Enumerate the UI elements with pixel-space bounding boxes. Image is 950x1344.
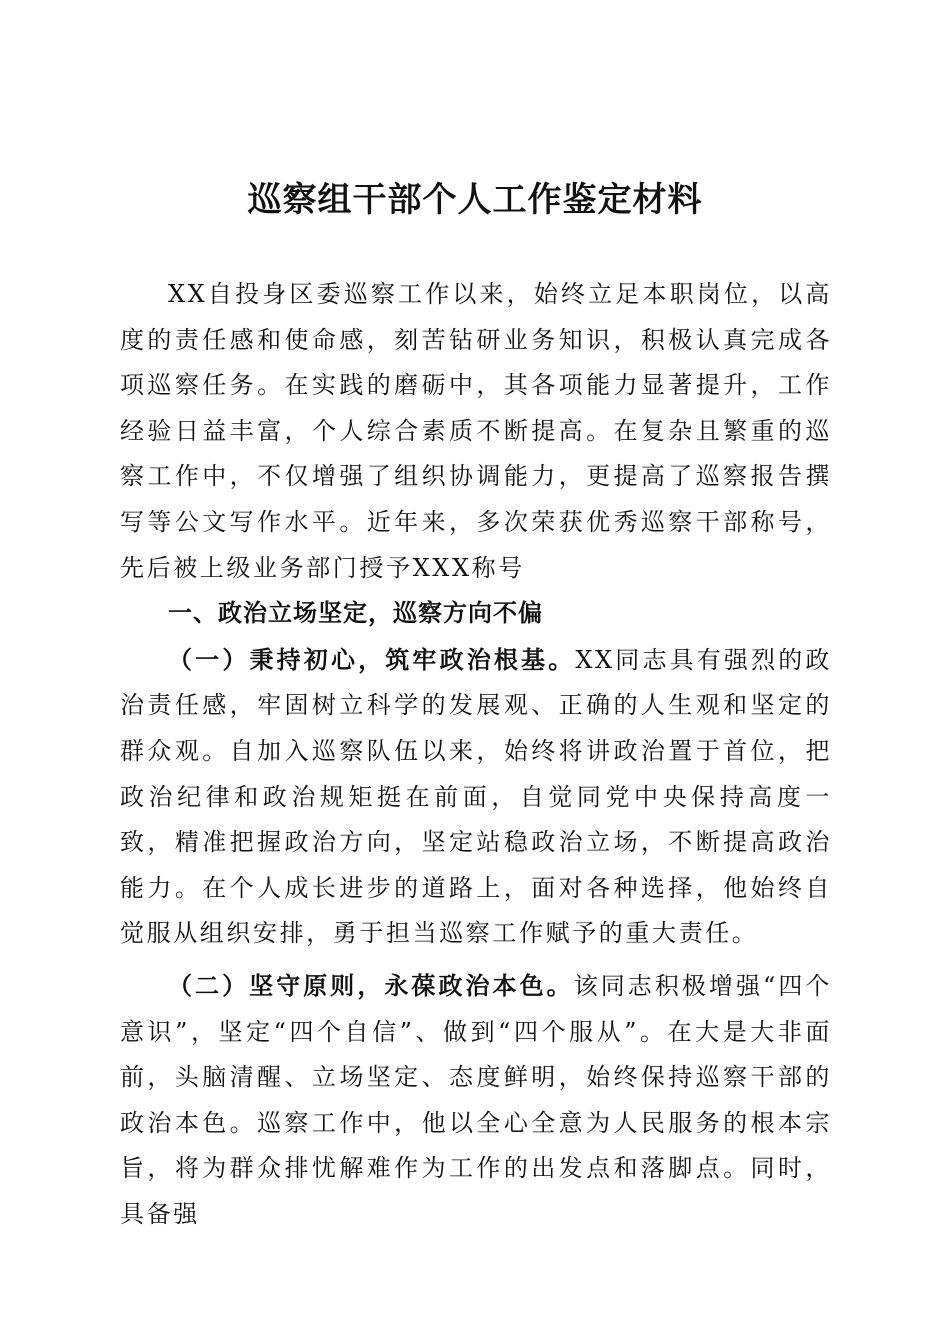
section-heading: 一、政治立场坚定，巡察方向不偏 bbox=[168, 599, 543, 628]
item-text: 该同志积极增强“四个意识”，坚定“四个自信”、做到“四个服从”。在大是大非面前，头脑清醒、立场坚定、态度鲜明，始终保持巡察干部的政治本色。巡察工作中，他以全心全意为人民服务的根本宗旨，将为群众排忧解难作为工作的出发点和落脚点。同时，具备强 bbox=[120, 971, 832, 1228]
document-title: 巡察组干部个人工作鉴定材料 bbox=[247, 180, 703, 220]
document-body bbox=[120, 272, 832, 1237]
item-lead: （一）秉持初心，筑牢政治根基。 bbox=[168, 644, 576, 674]
section-item-paragraph bbox=[120, 637, 832, 957]
item-lead: （二）坚守原则，永葆政治本色。 bbox=[168, 970, 574, 1000]
intro-paragraph: XX自投身区委巡察工作以来，始终立足本职岗位，以高度的责任感和使命感，刻苦钻研业务知识，积极认真完成各项巡察任务。在实践的磨砺中，其各项能力显著提升，工作经验日益丰富，个人综合素质不断提高。在复杂且繁重的巡察工作中，不仅增强了组织协调能力，更提高了巡察报告撰写等公文写作水平。近年来，多次荣获优秀巡察干部称号，先后被上级业务部门授予XXX称号 bbox=[120, 280, 832, 582]
section-item-paragraph bbox=[120, 963, 832, 1238]
item-text: XX同志具有强烈的政治责任感，牢固树立科学的发展观、正确的人生观和坚定的群众观。自加入巡察队伍以来，始终将讲政治置于首位，把政治纪律和政治规矩挺在前面，自觉同党中央保持高度一致，精准把握政治方向，坚定站稳政治立场，不断提高政治能力。在个人成长进步的道路上，面对各种选择，他始终自觉服从组织安排，勇于担当巡察工作赋予的重大责任。 bbox=[120, 645, 833, 948]
